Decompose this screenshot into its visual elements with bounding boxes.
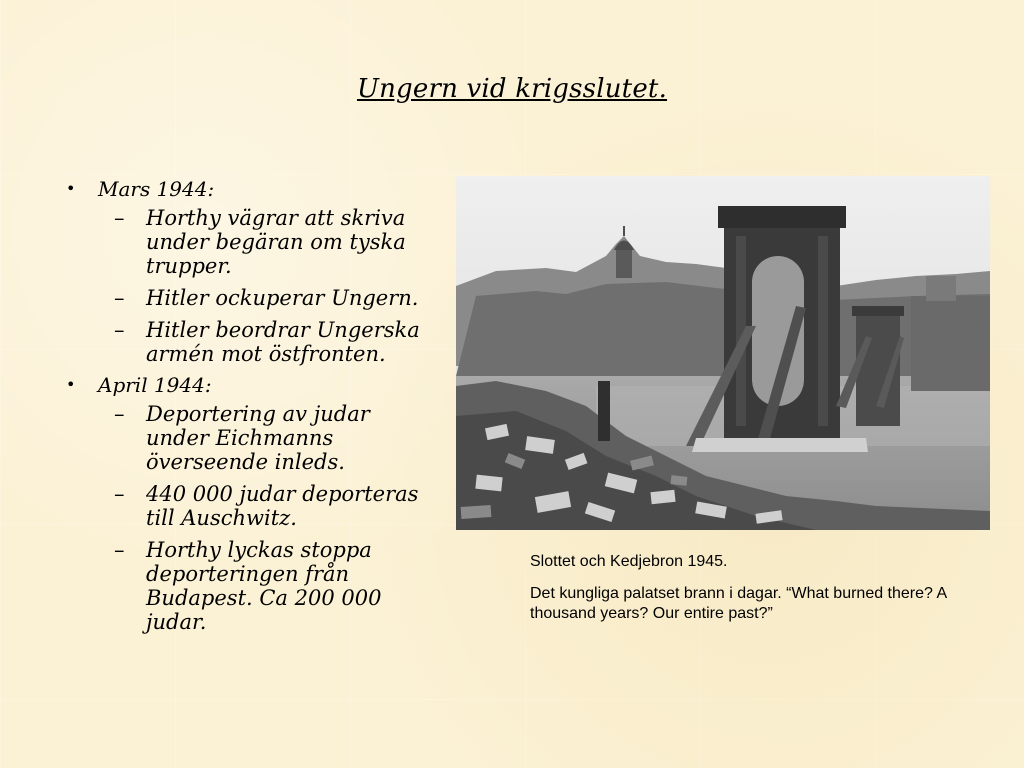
list-item-text: Horthy lyckas stoppa deporteringen från Budapest. Ca 200 000 judar. <box>146 538 382 634</box>
historical-photo <box>456 176 990 530</box>
list-item <box>66 318 426 366</box>
slide-title: Ungern vid krigsslutet. <box>356 74 668 104</box>
bullet-icon: • <box>66 179 76 198</box>
list-item-text: Deportering av judar under Eichmanns överseende inleds. <box>146 402 370 474</box>
section-heading-march <box>66 178 426 200</box>
bullet-icon: • <box>66 375 76 394</box>
caption-line-1: Slottet och Kedjebron 1945. <box>530 553 728 570</box>
section-heading-text: Mars 1944: <box>98 177 215 201</box>
list-item-text: Hitler beordrar Ungerska armén mot östfronten. <box>146 318 420 366</box>
dash-icon: – <box>114 206 125 230</box>
list-item <box>66 286 426 310</box>
section-heading-text: April 1944: <box>98 373 212 397</box>
list-item-text: Hitler ockuperar Ungern. <box>146 286 419 310</box>
bridge-ruins-image <box>456 176 990 530</box>
photo-caption <box>530 552 950 636</box>
caption-line-2: Det kungliga palatset brann i dagar. “What burned there? A thousand years? Our entire past?” <box>530 585 947 622</box>
bullet-list <box>66 178 426 642</box>
section-heading-april <box>66 374 426 396</box>
dash-icon: – <box>114 402 125 426</box>
dash-icon: – <box>114 538 125 562</box>
list-item <box>66 482 426 530</box>
list-item <box>66 206 426 278</box>
list-item-text: 440 000 judar deporteras till Auschwitz. <box>146 482 419 530</box>
list-item-text: Horthy vägrar att skriva under begäran om tyska trupper. <box>146 206 406 278</box>
list-item <box>66 538 426 634</box>
dash-icon: – <box>114 318 125 342</box>
list-item <box>66 402 426 474</box>
dash-icon: – <box>114 482 125 506</box>
dash-icon: – <box>114 286 125 310</box>
